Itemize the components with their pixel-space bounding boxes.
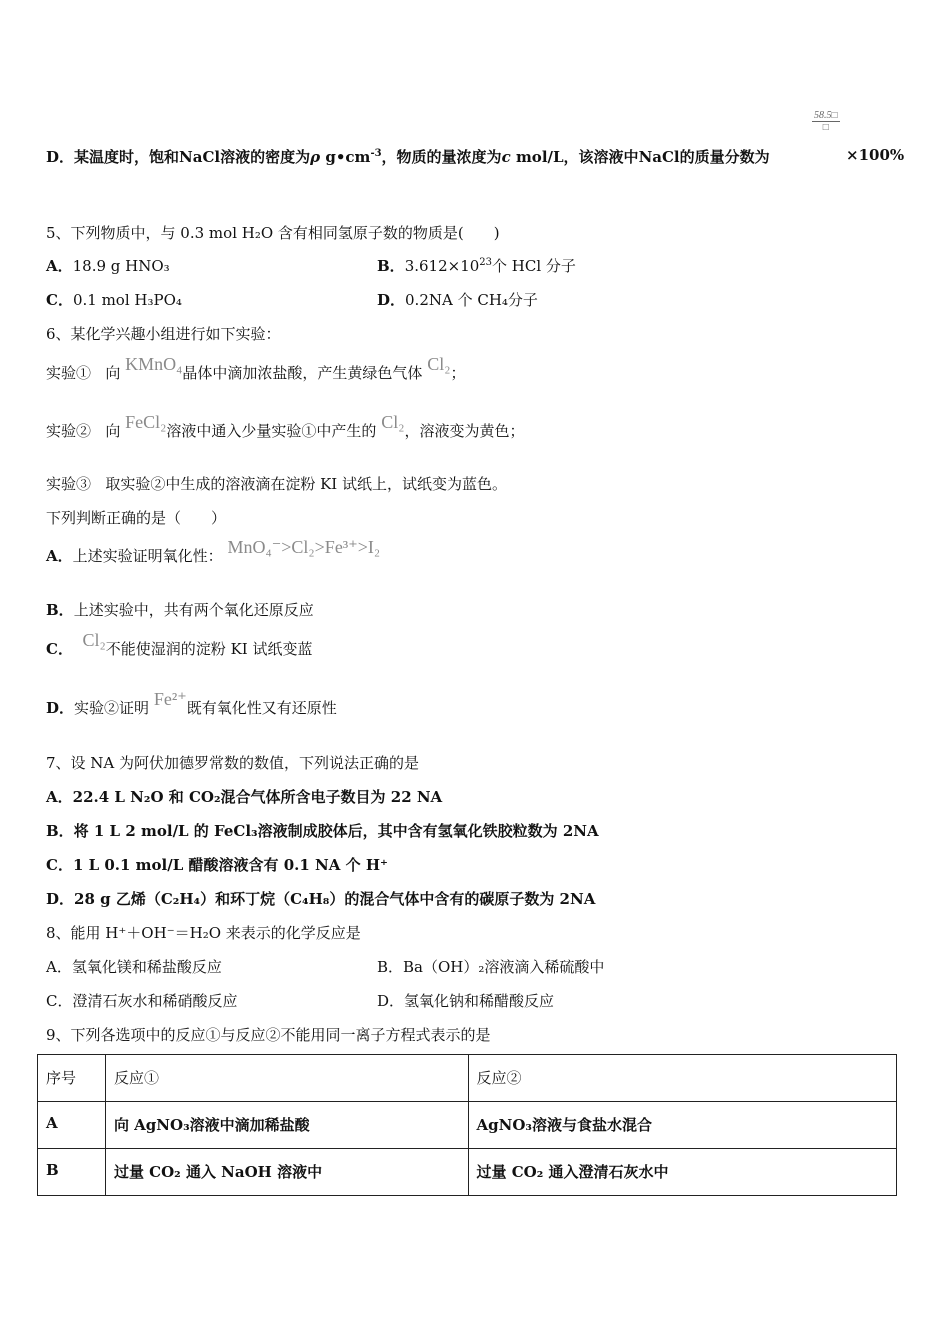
q5-option-c: C．0.1 mol H₃PO₄ — [46, 291, 182, 309]
cl2-formula: Cl₂ — [427, 354, 451, 374]
q7-option-d: D．28 g 乙烯（C₂H₄）和环丁烷（C₄H₈）的混合气体中含有的碳原子数为 2NA — [46, 890, 596, 908]
cl2-formula: Cl₂ — [82, 630, 106, 650]
percent-suffix: ×100% — [846, 146, 905, 164]
q6-experiment-1: 实验① 向 KMnO₄晶体中滴加浓盐酸，产生黄绿色气体 Cl₂； — [46, 354, 466, 382]
table-header-row — [38, 1055, 897, 1102]
q8-option-d: D．氢氧化钠和稀醋酸反应 — [377, 992, 555, 1010]
q7-option-b: B．将 1 L 2 mol/L 的 FeCl₃溶液制成胶体后，其中含有氢氧化铁胶粒数为 2NA — [46, 822, 599, 840]
q6-stem: 6、某化学兴趣小组进行如下实验： — [46, 325, 281, 343]
q7-stem: 7、设 NA 为阿伏加德罗常数的数值，下列说法正确的是 — [46, 754, 420, 772]
q4-option-d: D．某温度时，饱和NaCl溶液的密度为ρ $g•cm^{-3}$，物质的量浓度为c mol/L，该溶液中NaCl的质量分数为 — [46, 148, 770, 166]
q6-experiment-3: 实验③ 取实验②中生成的溶液滴在淀粉 KI 试纸上，试纸变为蓝色。 — [46, 475, 507, 493]
q6-option-d: D．实验②证明 Fe²⁺既有氧化性又有还原性 — [46, 689, 337, 717]
q5-option-a: A．18.9 g HNO₃ — [46, 257, 170, 275]
q6-option-a: A．上述实验证明氧化性： MnO₄⁻>Cl₂>Fe³⁺>I₂ — [46, 537, 381, 565]
table-row: A 向 AgNO₃溶液中滴加稀盐酸 AgNO₃溶液与食盐水混合 — [38, 1102, 897, 1149]
q8-option-b: B．Ba（OH）₂溶液滴入稀硫酸中 — [377, 958, 605, 976]
fe2-formula: Fe²⁺ — [153, 689, 187, 709]
header-reaction-2: 反应② — [468, 1055, 897, 1102]
header-index: 序号 — [38, 1055, 106, 1102]
q8-option-a: A．氢氧化镁和稀盐酸反应 — [46, 958, 222, 976]
q8-option-c: C．澄清石灰水和稀硝酸反应 — [46, 992, 238, 1010]
header-reaction-1: 反应① — [105, 1055, 468, 1102]
table-row: B 过量 CO₂ 通入 NaOH 溶液中 过量 CO₂ 通入澄清石灰水中 — [38, 1149, 897, 1196]
q6-question: 下列判断正确的是（ ） — [46, 509, 227, 527]
mass-fraction-formula: 58.5□ □ — [814, 110, 838, 133]
kmno4-formula: KMnO₄ — [125, 354, 183, 374]
q8-stem: 8、能用 H⁺＋OH⁻＝H₂O 来表示的化学反应是 — [46, 924, 361, 942]
q7-option-c: C．1 L 0.1 mol/L 醋酸溶液含有 0.1 NA 个 H⁺ — [46, 856, 388, 874]
q4-option-d-label: D． — [46, 148, 75, 166]
q9-reaction-table — [37, 1054, 897, 1196]
q5-option-d: D．0.2NA 个 CH₄分子 — [377, 291, 538, 309]
q6-option-b: B．上述实验中，共有两个氧化还原反应 — [46, 601, 314, 619]
q9-stem: 9、下列各选项中的反应①与反应②不能用同一离子方程式表示的是 — [46, 1026, 491, 1044]
q5-option-b: B．$3.612\times 10^{23}$个 HCl 分子 — [377, 257, 576, 275]
fecl2-formula: FeCl₂ — [125, 412, 167, 432]
q6-option-c: C． Cl₂不能使湿润的淀粉 KI 试纸变蓝 — [46, 630, 313, 658]
q5-stem: 5、下列物质中，与 0.3 mol H₂O 含有相同氢原子数的物质是( ) — [46, 224, 500, 242]
cl2-formula: Cl₂ — [381, 412, 405, 432]
q7-option-a: A．22.4 L N₂O 和 CO₂混合气体所含电子数目为 22 NA — [46, 788, 443, 806]
oxidation-order-formula: MnO₄⁻>Cl₂>Fe³⁺>I₂ — [227, 537, 381, 557]
q6-experiment-2: 实验② 向 FeCl₂溶液中通入少量实验①中产生的 Cl₂，溶液变为黄色； — [46, 412, 525, 440]
